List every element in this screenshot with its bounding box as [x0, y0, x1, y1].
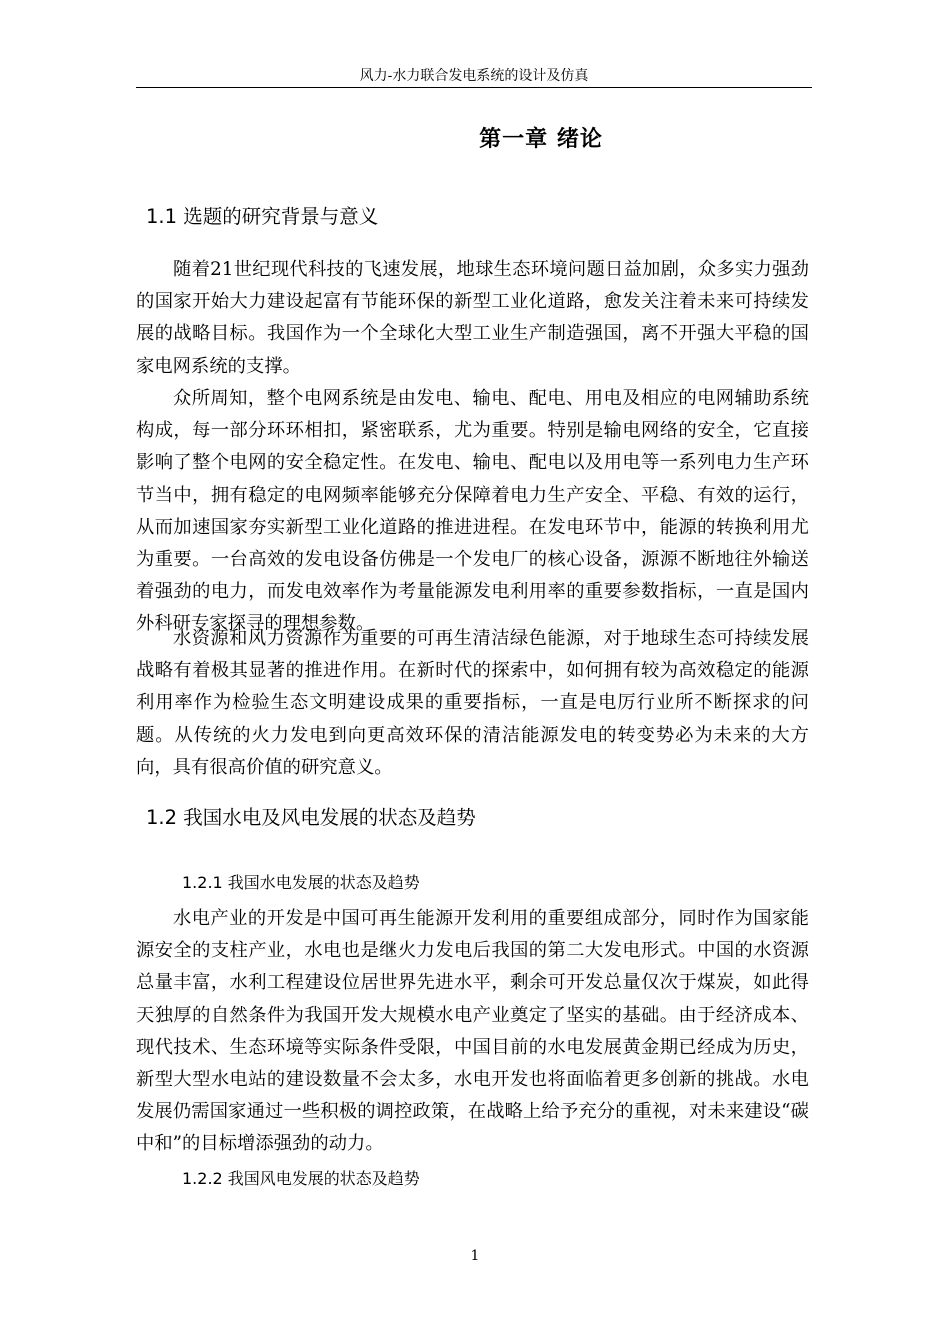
paragraph-1-2-1-a: 水电产业的开发是中国可再生能源开发利用的重要组成部分，同时作为国家能源安全的支柱产业，水电也是继火力发电后我国的第二大发电形式。中国的水资源总量丰富，水利工程建设位居世界先进水平，剩余可开发总量仅次于煤炭，如此得天独厚的自然条件为我国开发大规模水电产业奠定了坚实的基础。由于经济成本、现代技术、生态环境等实际条件受限，中国目前的水电发展黄金期已经成为历史，新型大型水电站的建设数量不会太多，水电开发也将面临着更多创新的挑战。水电发展仍需国家通过一些积极的调控政策，在战略上给予充分的重视，对未来建设“碳中和”的目标增添强劲的动力。: [136, 908, 809, 1155]
section-heading-1-2: 1.2 我国水电及风电发展的状态及趋势: [146, 806, 476, 829]
paragraph-1-1-c: 水资源和风力资源作为重要的可再生清洁绿色能源，对于地球生态可持续发展战略有着极其显著的推进作用。在新时代的探索中，如何拥有较为高效稳定的能源利用率作为检验生态文明建设成果的重要指标，一直是电厉行业所不断探求的问题。从传统的火力发电到向更高效环保的清洁能源发电的转变势必为未来的大方向，具有很高价值的研究意义。: [136, 628, 809, 778]
header-rule: [136, 87, 812, 88]
subsection-heading-1-2-1: 1.2.1 我国水电发展的状态及趋势: [182, 873, 420, 892]
paragraph-1-1-b: 众所周知，整个电网系统是由发电、输电、配电、用电及相应的电网辅助系统构成，每一部分环环相扣，紧密联系，尤为重要。特别是输电网络的安全，它直接影响了整个电网的安全稳定性。在发电、输电、配电以及用电等一系列电力生产环节当中，拥有稳定的电网频率能够充分保障着电力生产安全、平稳、有效的运行，从而加速国家夯实新型工业化道路的推进进程。在发电环节中，能源的转换利用尤为重要。一台高效的发电设备仿佛是一个发电厂的核心设备，源源不断地往外输送着强劲的电力，而发电效率作为考量能源发电利用率的重要参数指标，一直是国内外科研专家探寻的理想参数。: [136, 388, 809, 635]
page-number: 1: [470, 1248, 480, 1264]
paragraph-1-1-a: 随着21世纪现代科技的飞速发展，地球生态环境问题日益加剧，众多实力强劲的国家开始大力建设起富有节能环保的新型工业化道路，愈发关注着未来可持续发展的战略目标。我国作为一个全球化大型工业生产制造强国，离不开强大平稳的国家电网系统的支撑。: [136, 259, 809, 377]
running-header: 风力-水力联合发电系统的设计及仿真: [359, 68, 589, 84]
chapter-title: 第一章 绪论: [479, 127, 603, 152]
section-heading-1-1: 1.1 选题的研究背景与意义: [146, 205, 379, 228]
subsection-heading-1-2-2: 1.2.2 我国风电发展的状态及趋势: [182, 1169, 420, 1188]
